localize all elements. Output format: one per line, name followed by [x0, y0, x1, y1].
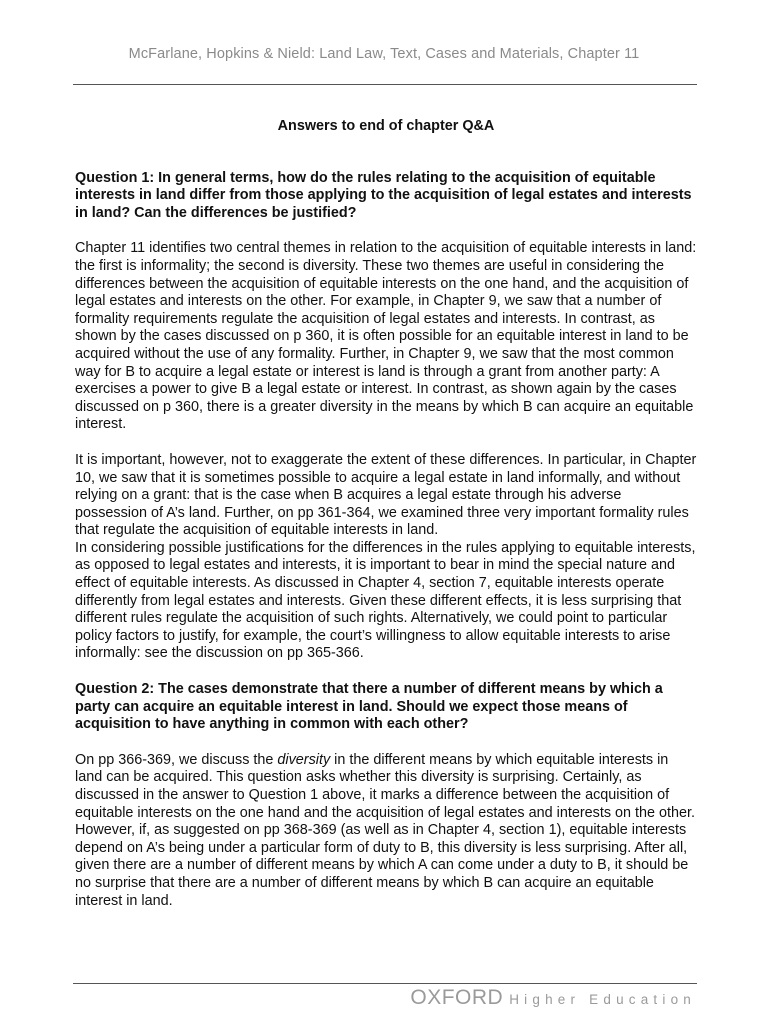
answer-2-emphasis: diversity [277, 751, 331, 768]
question-2: Question 2: The cases demonstrate that there a number of different means by which a party can acquire an equitable interest in land. Should we expect those means of acquisition to have anything in common with each other? [75, 681, 663, 733]
question-1: Question 1: In general terms, how do the rules relating to the acquisition of equitable interests in land differ from those applying to the acquisition of legal estates and interests in land? Can the differences be justified? [75, 169, 692, 221]
answer-2-lead: On pp 366-369, we discuss the [75, 751, 278, 768]
answer-1-paragraph-3: In considering possible justifications for the differences in the rules applying to equitable interests, as opposed to legal estates and interests, it is important to bear in mind the special nature and effect of equitable interests. As discussed in Chapter 4, section 7, equitable interests operate differently from legal estates and interests. Given these different effects, it is less surprising that different rules regulate the acquisition of such rights. Alternatively, we could point to particular policy factors to justify, for example, the court’s willingness to allow equitable interests to arise informally: see the discussion on pp 365-366. [75, 539, 696, 662]
running-header: McFarlane, Hopkins & Nield: Land Law, Text, Cases and Materials, Chapter 11 [128, 46, 640, 62]
answer-2-paragraph [75, 752, 697, 910]
answer-2-rest: in the different means by which equitable interests in land can be acquired. This question asks whether this diversity is surprising. Certainly, as discussed in the answer to Question 1 above, it marks a difference between the acquisition of equitable interests on the one hand and the acquisition of legal estates and interests on the other. However, if, as suggested on pp 368-369 (as well as in Chapter 4, section 1), equitable interests depend on A’s being under a particular form of duty to B, this diversity is less surprising. After all, given there are a number of different means by which A can come under a duty to B, it should be no surprise that there are a number of different means by which B can acquire an equitable interest in land. [75, 751, 696, 909]
footer-divider [73, 983, 697, 984]
answer-1-paragraph-1: Chapter 11 identifies two central themes in relation to the acquisition of equitable interests in land: the first is informality; the second is diversity. These two themes are useful in considering the differences between the acquisition of equitable interests on the one hand, and the acquisition of legal estates and interests on the other. For example, in Chapter 9, we saw that a number of formality requirements regulate the acquisition of legal estates and interests. In contrast, as shown by the cases discussed on p 360, it is often possible for an equitable interest in land to be acquired without the use of any formality. Further, in Chapter 9, we saw that the most common way for B to acquire a legal estate or interest is land is through a grant from another party: A exercises a power to give B a legal estate or interest. In contrast, as shown again by the cases discussed on p 360, there is a greater diversity in the means by which B can acquire an equitable interest. [75, 240, 697, 433]
document-title: Answers to end of chapter Q&A [277, 118, 495, 134]
header-divider [73, 84, 697, 85]
answer-1-paragraph-2: It is important, however, not to exaggerate the extent of these differences. In particular, in Chapter 10, we saw that it is sometimes possible to acquire a legal estate in land informally, and without relying on a grant: that is the case when B acquires a legal estate through his adverse possession of A’s land. Further, on pp 361-364, we examined three very important formality rules that regulate the acquisition of equitable interests in land. [75, 451, 697, 539]
document-body [75, 118, 697, 928]
publisher-logo [410, 986, 696, 1010]
publisher-logo-main: OXFORD [410, 986, 504, 1009]
publisher-logo-sub: Higher Education [509, 992, 696, 1007]
